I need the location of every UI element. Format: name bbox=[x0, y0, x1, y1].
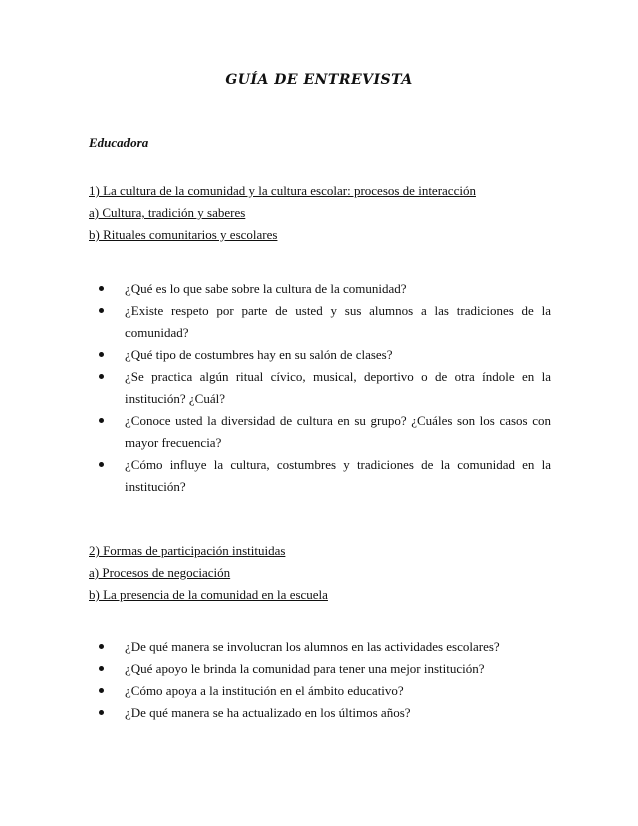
question-text: ¿De qué manera se ha actualizado en los últimos años? bbox=[125, 705, 411, 720]
list-item bbox=[89, 680, 551, 702]
bullet-icon bbox=[99, 462, 104, 467]
bullet-icon bbox=[99, 286, 104, 291]
document-title: GUÍA DE ENTREVISTA bbox=[225, 72, 413, 88]
section-1-sub-b: b) Rituales comunitarios y escolares bbox=[89, 227, 278, 242]
question-text: ¿De qué manera se involucran los alumnos en las actividades escolares? bbox=[125, 639, 500, 654]
question-text: ¿Existe respeto por parte de usted y sus alumnos a las tradiciones de la comunidad? bbox=[125, 303, 551, 340]
question-text: ¿Conoce usted la diversidad de cultura en su grupo? ¿Cuáles son los casos con mayor frecuencia? bbox=[125, 413, 551, 450]
list-item bbox=[89, 300, 551, 344]
question-text: ¿Cómo apoya a la institución en el ámbito educativo? bbox=[125, 683, 404, 698]
bullet-icon bbox=[99, 666, 104, 671]
section-2-question-list bbox=[89, 636, 551, 724]
list-item bbox=[89, 658, 551, 680]
section-1-question-list bbox=[89, 278, 551, 498]
list-item bbox=[89, 410, 551, 454]
section-2-sub-b: b) La presencia de la comunidad en la escuela bbox=[89, 587, 328, 602]
question-text: ¿Se practica algún ritual cívico, musical, deportivo o de otra índole en la institución? ¿Cuál? bbox=[125, 369, 551, 406]
section-2-sub-a: a) Procesos de negociación bbox=[89, 565, 231, 580]
section-1-sub-a: a) Cultura, tradición y saberes bbox=[89, 205, 246, 220]
list-item bbox=[89, 702, 551, 724]
question-text: ¿Cómo influye la cultura, costumbres y tradiciones de la comunidad en la institución? bbox=[125, 457, 551, 494]
section-2-heading: 2) Formas de participación instituidas bbox=[89, 543, 286, 558]
list-item bbox=[89, 278, 551, 300]
list-item bbox=[89, 454, 551, 498]
bullet-icon bbox=[99, 644, 104, 649]
interviewee-label: Educadora bbox=[89, 135, 149, 150]
bullet-icon bbox=[99, 418, 104, 423]
question-text: ¿Qué es lo que sabe sobre la cultura de la comunidad? bbox=[125, 281, 407, 296]
list-item bbox=[89, 366, 551, 410]
section-1-heading: 1) La cultura de la comunidad y la cultura escolar: procesos de interacción bbox=[89, 183, 476, 198]
bullet-icon bbox=[99, 374, 104, 379]
list-item bbox=[89, 636, 551, 658]
bullet-icon bbox=[99, 352, 104, 357]
list-item bbox=[89, 344, 551, 366]
bullet-icon bbox=[99, 688, 104, 693]
bullet-icon bbox=[99, 710, 104, 715]
question-text: ¿Qué tipo de costumbres hay en su salón de clases? bbox=[125, 347, 393, 362]
bullet-icon bbox=[99, 308, 104, 313]
question-text: ¿Qué apoyo le brinda la comunidad para tener una mejor institución? bbox=[125, 661, 485, 676]
